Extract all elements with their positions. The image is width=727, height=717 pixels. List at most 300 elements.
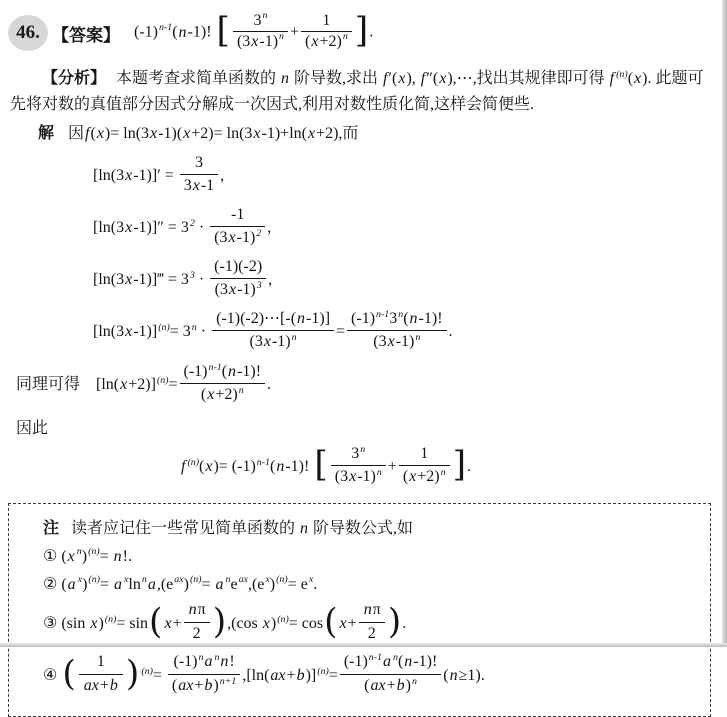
math-text: -1)]′ = <box>133 167 178 185</box>
math-denominator <box>359 623 385 645</box>
math-text: ) <box>98 615 104 633</box>
math-text: -1 <box>231 206 245 223</box>
math-numerator <box>210 257 266 279</box>
math-text: · <box>194 271 209 289</box>
math-text: 3 <box>389 310 398 327</box>
math-numerator <box>347 309 446 331</box>
math-superscript: n-1 <box>158 22 173 34</box>
math-text: ( <box>397 653 404 671</box>
math-text: ) <box>405 676 411 694</box>
math-text: = e <box>287 575 308 593</box>
math-superscript: (n) <box>277 614 289 626</box>
math-superscript: 3 <box>256 279 262 291</box>
math-text: . <box>467 458 471 476</box>
math-text: 3 <box>183 177 192 194</box>
math-variable: a <box>215 575 224 593</box>
math-variable: x <box>183 125 191 142</box>
math-text: ″( <box>426 70 439 87</box>
math-text: -1)]‴ = 3 <box>133 271 189 289</box>
math-superscript: (n) <box>88 546 100 558</box>
math-text: ( <box>627 70 634 87</box>
math-text: -1) <box>237 281 256 298</box>
math-variable: n <box>297 310 306 327</box>
math-text: -1)! <box>413 653 438 671</box>
math-superscript: n <box>279 31 284 43</box>
math-superscript: n <box>415 331 421 343</box>
math-superscript: n <box>141 574 147 586</box>
math-fraction <box>168 652 240 697</box>
math-text: 读者应记住一些常见简单函数的 <box>71 520 300 537</box>
math-variable: f <box>383 70 388 87</box>
math-variable: x <box>207 386 215 403</box>
math-text: (-1)(-2) <box>214 258 263 275</box>
math-superscript: (n) <box>276 574 288 586</box>
math-superscript: n <box>411 675 417 687</box>
math-text: -1)]″ = 3 <box>133 219 189 237</box>
math-variable: x <box>349 468 357 485</box>
math-superscript: n <box>198 651 204 663</box>
math-denominator <box>180 384 266 405</box>
math-text: [ln(3 <box>93 271 125 289</box>
equation-nth-derivative <box>93 308 713 354</box>
math-superscript: n-1 <box>256 456 271 468</box>
math-denominator <box>301 32 352 51</box>
math-text: ( <box>221 363 228 380</box>
math-bracket: [ <box>314 445 328 485</box>
note-3-formula <box>43 601 407 643</box>
math-text: (-1)(-2)⋯[-( <box>216 310 297 327</box>
math-variable: n <box>276 458 285 476</box>
math-text: . <box>448 323 453 341</box>
math-text: (-1) <box>343 653 368 671</box>
math-fraction <box>399 444 450 487</box>
math-denominator <box>233 32 288 51</box>
math-variable: x <box>634 70 642 87</box>
math-variable: x <box>228 229 236 246</box>
math-text: + <box>194 676 204 694</box>
math-text: 3 <box>253 11 262 29</box>
math-text: ④ <box>43 667 62 685</box>
math-text: = <box>168 376 178 394</box>
math-bracket: ( <box>324 602 338 643</box>
math-text: +2) <box>215 386 238 403</box>
math-denominator <box>210 279 266 300</box>
problem-number-badge: 46. <box>8 15 48 51</box>
math-denominator <box>212 331 334 352</box>
math-text: + <box>386 676 396 694</box>
math-text: (3 <box>334 468 349 485</box>
math-numerator <box>399 444 450 466</box>
math-bracket: ) <box>212 602 227 643</box>
math-text: -1)] <box>306 310 331 327</box>
math-variable: f <box>181 458 186 476</box>
math-text: ) <box>213 676 219 694</box>
math-variable: x <box>67 547 75 565</box>
math-fraction <box>212 309 334 352</box>
math-fraction <box>233 12 288 51</box>
math-text: ′( <box>388 70 398 87</box>
math-text: (3 <box>214 229 228 246</box>
math-superscript: (n) <box>189 574 202 586</box>
math-text: + <box>99 676 109 694</box>
math-fraction <box>331 444 386 487</box>
math-text: !. <box>122 547 132 565</box>
math-text: [ln(3 <box>93 167 125 185</box>
math-text: -1)( <box>158 125 183 142</box>
math-numerator <box>180 153 218 175</box>
math-bracket: ( <box>149 602 163 643</box>
math-variable: a <box>147 575 156 593</box>
math-variable: f <box>609 70 615 87</box>
math-text: (-1) <box>351 310 376 327</box>
math-text: 阶导数公式,如 <box>309 520 414 537</box>
math-numerator <box>210 205 265 227</box>
math-text: 阶导数,求出 <box>290 70 383 87</box>
note-item-3 <box>43 602 696 647</box>
math-text: + <box>172 615 182 633</box>
math-numerator <box>340 652 441 675</box>
math-variable: n <box>228 363 237 380</box>
math-text: ). 此题可先将对数的真值部分因式分解成一次因式,利用对数性质化简,这样会简便些. <box>10 70 704 113</box>
math-fraction <box>79 652 123 697</box>
math-variable: x <box>228 281 237 298</box>
math-variable: f <box>85 125 90 142</box>
math-text: (-1) <box>173 653 198 671</box>
math-text: -1) <box>357 468 376 485</box>
math-variable: n <box>113 547 122 565</box>
math-variable: n <box>281 70 290 87</box>
math-text: (3 <box>236 32 251 50</box>
equation-first-derivative <box>93 155 713 198</box>
math-text: -1) <box>395 333 415 350</box>
math-variable: x <box>398 70 406 87</box>
math-variable: ax <box>178 676 194 694</box>
math-text: ,(e <box>247 575 265 593</box>
math-text: +2)= ln(3 <box>191 125 253 142</box>
math-bracket: ( <box>62 654 76 695</box>
math-text: [ln(3 <box>93 323 125 341</box>
math-text: ln <box>128 575 141 593</box>
note-box <box>8 503 711 717</box>
math-text: · <box>194 219 209 237</box>
math-text: , <box>220 167 225 185</box>
math-text: -1 <box>200 177 215 194</box>
math-superscript: 2 <box>189 217 195 229</box>
math-variable: x <box>125 271 133 289</box>
solution-intro-line <box>38 122 713 146</box>
math-text: 1 <box>96 653 105 671</box>
math-variable: ax <box>370 676 386 694</box>
math-numerator <box>212 309 334 331</box>
answer-formula <box>134 10 374 53</box>
math-text: + <box>347 615 357 633</box>
math-variable: n <box>178 23 187 41</box>
math-text: 因 <box>68 125 85 142</box>
math-superscript: n <box>238 384 244 396</box>
math-text: [ln(3 <box>93 219 125 237</box>
math-text: -1) <box>271 333 291 350</box>
math-superscript: n <box>262 10 268 22</box>
therefore-label-line <box>16 415 713 438</box>
math-superscript: n-1 <box>208 361 222 373</box>
math-text: +2),而 <box>316 125 359 142</box>
math-text: ,(e <box>156 575 174 593</box>
math-fraction <box>347 309 446 352</box>
math-variable: x <box>125 219 133 237</box>
math-text: -1)! <box>237 363 262 380</box>
math-text: , <box>268 271 273 289</box>
answer-label: 【答案】 <box>52 25 120 45</box>
note-1-formula <box>43 548 132 565</box>
math-variable: x <box>90 615 98 633</box>
math-variable: b <box>204 676 213 694</box>
math-denominator <box>340 675 441 697</box>
math-variable: n <box>300 520 309 537</box>
math-fraction <box>340 652 441 697</box>
math-denominator <box>79 675 123 697</box>
math-numerator <box>233 12 288 32</box>
math-fraction <box>180 362 266 405</box>
note-item-1 <box>43 547 696 568</box>
math-variable: n <box>449 667 458 685</box>
math-text: (3 <box>214 281 228 298</box>
math-text: + <box>289 23 300 41</box>
math-variable: n <box>404 653 413 671</box>
math-variable: x <box>125 167 133 185</box>
math-variable: x <box>387 333 395 350</box>
math-text: ) <box>270 615 277 633</box>
math-variable: a <box>204 653 213 671</box>
math-text: ) <box>82 575 88 593</box>
math-text: + <box>286 667 296 685</box>
math-variable: b <box>109 676 118 694</box>
math-text: ) <box>269 575 276 593</box>
math-variable: b <box>396 676 405 694</box>
note-label: 注 <box>43 520 60 537</box>
math-text: 2 <box>367 625 376 643</box>
similarly-line <box>16 361 713 407</box>
math-denominator <box>347 331 446 352</box>
math-text: ( <box>200 386 207 403</box>
math-denominator <box>331 466 386 487</box>
solution-intro-formula <box>68 125 358 142</box>
math-variable: x <box>96 125 104 142</box>
math-variable: x <box>263 333 271 350</box>
math-superscript: (n) <box>104 614 117 626</box>
math-text: . <box>402 615 407 633</box>
math-text: -1)] <box>133 323 158 341</box>
math-superscript: n <box>376 466 382 478</box>
math-superscript: (n) <box>88 574 100 586</box>
equation-4-formula <box>93 308 453 350</box>
math-denominator <box>210 227 265 248</box>
math-variable: ax <box>83 676 99 694</box>
math-variable: x <box>409 468 417 485</box>
math-text: + <box>387 458 397 476</box>
note-header-line <box>43 519 696 540</box>
math-text: ( <box>199 458 205 476</box>
math-superscript: 2 <box>256 227 262 239</box>
page-edge-right <box>722 0 727 647</box>
math-bracket: ] <box>452 445 466 485</box>
math-text: ( <box>364 676 370 694</box>
equation-third-derivative <box>93 259 713 302</box>
math-text: = <box>328 667 338 685</box>
math-text: 3 <box>194 154 203 171</box>
therefore-label: 因此 <box>16 420 49 437</box>
math-variable: x <box>164 615 172 633</box>
math-text: -1)! <box>187 23 216 41</box>
math-text: ( <box>305 32 311 50</box>
math-text: -1)! <box>285 458 314 476</box>
math-text: ),⋯,找出其规律即可得 <box>447 70 609 87</box>
math-superscript: x <box>308 574 314 586</box>
math-superscript: n <box>342 31 348 43</box>
equation-3-formula <box>93 258 273 298</box>
math-variable: n <box>409 310 418 327</box>
math-variable: x <box>253 125 261 142</box>
math-text: = 3 <box>169 323 191 341</box>
math-numerator <box>301 12 352 32</box>
math-text: -1)! <box>418 310 443 327</box>
math-bracket: ] <box>354 11 369 51</box>
math-text: (3 <box>249 333 263 350</box>
math-fraction <box>359 600 385 645</box>
math-text: )= ln(3 <box>104 125 150 142</box>
math-fraction <box>210 205 265 248</box>
math-text: (3 <box>373 333 387 350</box>
math-superscript: x <box>124 574 129 586</box>
math-text: +2) <box>417 468 440 485</box>
math-superscript: n-1 <box>368 651 383 663</box>
math-superscript: n+1 <box>219 675 237 687</box>
math-text: ,[ln( <box>242 667 270 685</box>
note-2-formula <box>43 576 317 593</box>
math-variable: x <box>311 32 319 50</box>
math-superscript: 3 <box>189 269 195 281</box>
math-variable: n <box>363 601 372 619</box>
math-superscript: n <box>76 546 82 558</box>
equation-1-formula <box>93 154 225 194</box>
solve-label: 解 <box>38 125 55 142</box>
math-superscript: n <box>214 651 220 663</box>
math-text: +2) <box>319 32 342 50</box>
math-variable: x <box>125 323 133 341</box>
math-text: 1 <box>322 11 331 29</box>
math-text: (-1) <box>134 23 158 41</box>
math-fraction <box>184 600 210 645</box>
math-text: ), <box>406 70 420 87</box>
math-fraction <box>180 153 218 196</box>
math-denominator <box>168 675 240 697</box>
math-text: e <box>230 575 238 593</box>
math-superscript: x <box>77 574 83 586</box>
analysis-paragraph <box>10 66 711 118</box>
math-text: ) <box>81 547 88 565</box>
math-variable: x <box>307 125 316 142</box>
math-text: ≥1). <box>458 667 485 685</box>
math-text: ( <box>90 125 96 142</box>
math-text: 本题考查求简单函数的 <box>116 70 281 87</box>
math-text: ,(cos <box>227 615 262 633</box>
math-numerator <box>359 600 385 623</box>
math-text: ) <box>183 575 189 593</box>
math-variable: n <box>188 601 197 619</box>
math-superscript: (n) <box>158 321 170 333</box>
math-variable: x <box>120 376 128 394</box>
math-text: 2 <box>192 625 201 643</box>
math-text: ( <box>402 468 409 485</box>
math-denominator <box>399 466 450 487</box>
math-numerator <box>168 652 240 675</box>
math-text: π <box>372 601 381 619</box>
math-text: = <box>99 575 113 593</box>
math-superscript: n <box>440 466 446 478</box>
final-result-equation <box>180 443 713 489</box>
math-text: ② ( <box>43 575 67 593</box>
math-text: = cos <box>288 615 324 633</box>
math-variable: a <box>114 575 122 593</box>
math-variable: x <box>262 615 270 633</box>
analysis-text <box>10 70 703 113</box>
math-text: = <box>201 575 215 593</box>
math-variable: f <box>420 70 426 87</box>
math-text: = <box>99 547 113 565</box>
math-text: ( <box>270 458 276 476</box>
math-text: . <box>267 376 272 394</box>
math-variable: x <box>192 177 200 194</box>
math-superscript: (n) <box>317 665 329 677</box>
math-text: . <box>313 575 318 593</box>
math-text: . <box>369 23 374 41</box>
math-superscript: (n) <box>156 374 169 386</box>
math-variable: x <box>439 70 447 87</box>
math-superscript: ax <box>174 574 184 586</box>
math-text: [ln( <box>96 376 120 394</box>
math-superscript: n <box>291 331 297 343</box>
math-superscript: n <box>398 308 404 320</box>
math-text: -1) <box>259 32 279 50</box>
math-text: ( <box>403 310 409 327</box>
math-text: -1) <box>236 229 256 246</box>
math-text: )= (-1) <box>213 458 256 476</box>
math-text: -1)+ln( <box>261 125 307 142</box>
math-text: = sin <box>116 615 149 633</box>
similarly-label: 同理可得 <box>16 376 81 394</box>
math-numerator <box>331 444 386 466</box>
math-fraction <box>210 257 266 300</box>
math-bracket: ) <box>387 602 402 643</box>
math-variable: n <box>220 653 229 671</box>
math-numerator <box>79 652 123 675</box>
page-edge-bottom <box>0 643 727 647</box>
analysis-label: 【分析】 <box>42 70 107 87</box>
math-superscript: (n) <box>141 665 153 677</box>
math-variable: x <box>339 615 347 633</box>
math-superscript: (n) <box>616 68 628 80</box>
math-numerator <box>184 600 210 623</box>
math-variable: a <box>67 575 76 593</box>
math-denominator <box>180 175 218 196</box>
math-variable: b <box>296 667 305 685</box>
math-superscript: ax <box>238 574 248 586</box>
math-text: · <box>196 323 211 341</box>
math-bracket: [ <box>216 11 230 51</box>
math-superscript: n <box>360 443 366 455</box>
math-variable: x <box>150 125 158 142</box>
math-variable: ax <box>270 667 286 685</box>
equation-second-derivative <box>93 207 713 250</box>
